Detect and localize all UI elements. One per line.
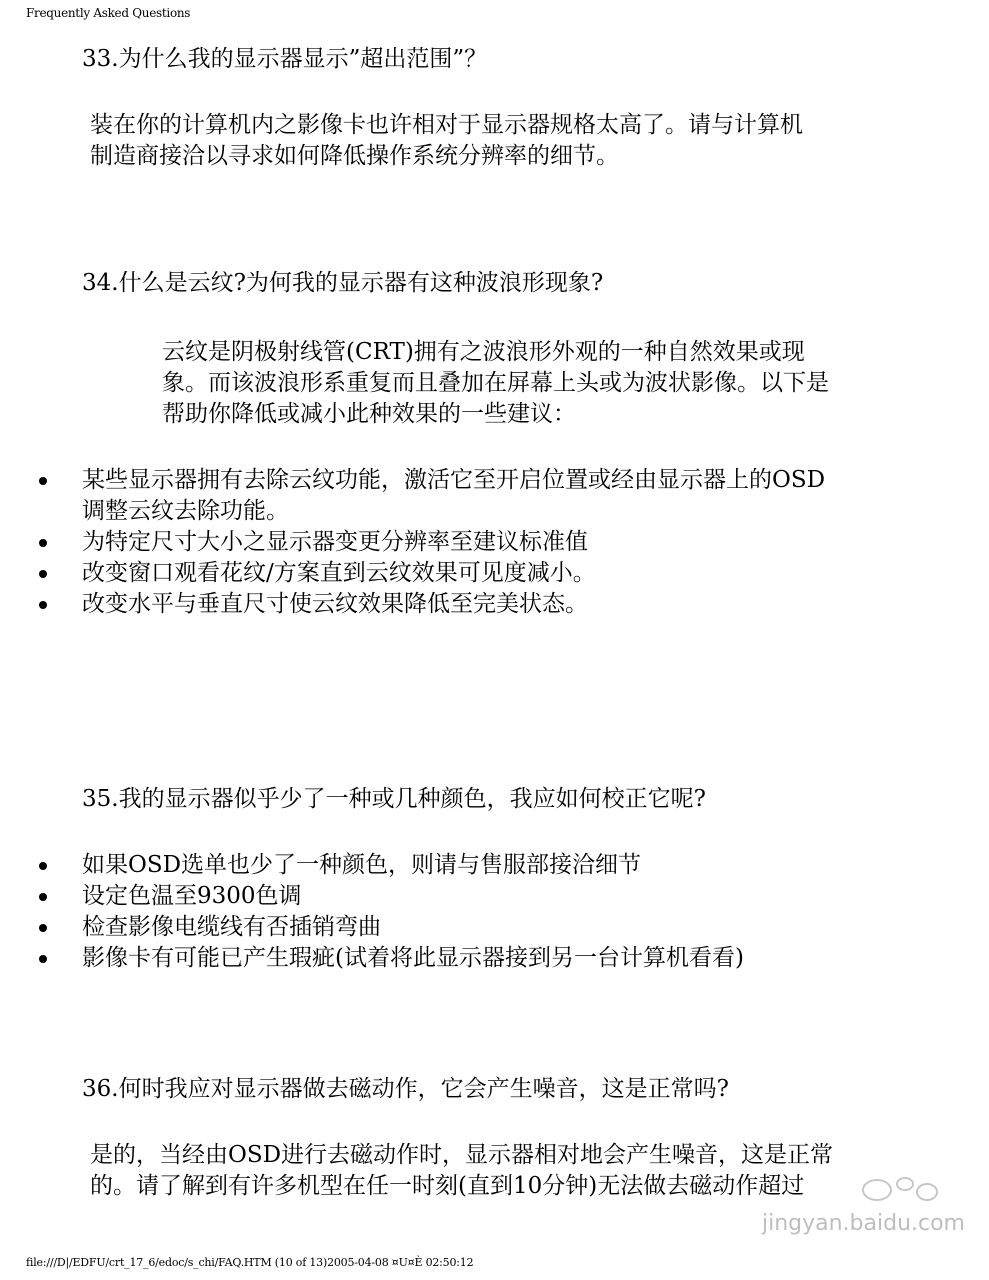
bullet-icon: [39, 862, 47, 870]
answer-34-line: 帮助你降低或减小此种效果的一些建议：: [162, 401, 576, 427]
answer-33-line: 制造商接洽以寻求如何降低操作系统分辨率的细节。: [90, 143, 619, 169]
answer-33: [90, 110, 803, 172]
list-item: 影像卡有可能已产生瑕疵(试着将此显示器接到另一台计算机看看): [0, 943, 744, 974]
color-fix-list: [0, 850, 744, 974]
list-item: 检查影像电缆线有否插销弯曲: [0, 912, 744, 943]
bullet-icon: [39, 601, 47, 609]
list-item: 改变窗口观看花纹/方案直到云纹效果可见度减小。: [0, 558, 825, 589]
question-35: 35.我的显示器似乎少了一种或几种颜色，我应如何校正它呢?: [82, 786, 706, 812]
baidu-jingyan-watermark: [727, 1168, 967, 1238]
list-item: 改变水平与垂直尺寸使云纹效果降低至完美状态。: [0, 589, 825, 620]
moire-tips-list: [0, 465, 825, 620]
bullet-icon: [39, 539, 47, 547]
bullet-icon: [39, 570, 47, 578]
answer-36-line: 是的，当经由OSD进行去磁动作时，显示器相对地会产生噪音，这是正常: [90, 1142, 834, 1168]
answer-36: [90, 1140, 833, 1202]
list-item: 某些显示器拥有去除云纹功能，激活它至开启位置或经由显示器上的OSD 调整云纹去除功能。: [0, 465, 825, 527]
answer-34-intro: [162, 337, 829, 430]
list-item: 为特定尺寸大小之显示器变更分辨率至建议标准值: [0, 527, 825, 558]
question-36: 36.何时我应对显示器做去磁动作，它会产生噪音，这是正常吗?: [82, 1076, 729, 1102]
page-header-title: Frequently Asked Questions: [26, 6, 191, 20]
watermark-text: jingyan.baidu.com: [761, 1211, 965, 1236]
bullet-icon: [39, 893, 47, 901]
bullet-icon: [39, 955, 47, 963]
bullet-icon: [39, 477, 47, 485]
question-33: 33.为什么我的显示器显示”超出范围”？: [82, 46, 488, 72]
answer-33-line: 装在你的计算机内之影像卡也许相对于显示器规格太高了。请与计算机: [90, 112, 803, 138]
bullet-icon: [39, 924, 47, 932]
question-34: 34.什么是云纹?为何我的显示器有这种波浪形现象?: [82, 270, 604, 296]
list-item: 设定色温至9300色调: [0, 881, 744, 912]
page-footer-path: file:///D|/EDFU/crt_17_6/edoc/s_chi/FAQ.HTM (10 of 13)2005-04-08 ¤U¤È 02:50:12: [26, 1256, 474, 1269]
list-item: 如果OSD选单也少了一种颜色，则请与售服部接洽细节: [0, 850, 744, 881]
answer-34-line: 象。而该波浪形系重复而且叠加在屏幕上头或为波状影像。以下是: [162, 370, 829, 396]
answer-36-line: 的。请了解到有许多机型在任一时刻(直到10分钟)无法做去磁动作超过: [90, 1173, 805, 1199]
answer-34-line: 云纹是阴极射线管(CRT)拥有之波浪形外观的一种自然效果或现: [162, 339, 805, 365]
